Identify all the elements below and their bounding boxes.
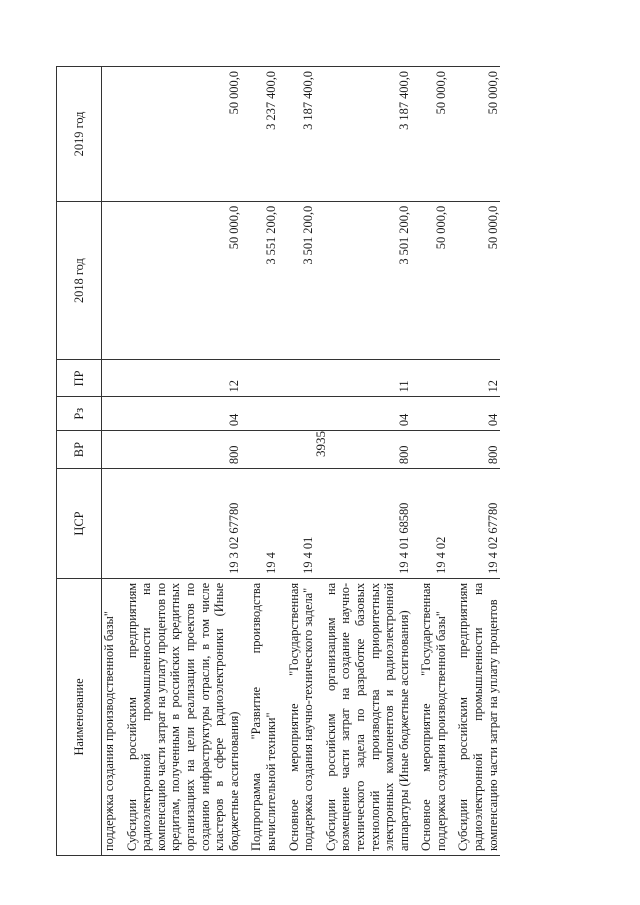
cell-2019: 3 187 400,0 (287, 67, 316, 202)
cell-rz: 04 (456, 397, 500, 431)
header-name: Наименование (57, 578, 102, 855)
cell-pr (249, 360, 278, 397)
table-header (57, 67, 102, 856)
header-rz: Рз (57, 397, 102, 431)
cell-2018: 3 501 200,0 (287, 201, 316, 360)
cell-vr (102, 431, 117, 469)
table-body (102, 67, 501, 856)
cell-csr: 19 4 01 68580 (324, 469, 412, 579)
budget-table (56, 66, 500, 856)
cell-name: Субсидии российским предприятиям радиоэлектронной промышленности на компенсацию части затрат на уплату процентов (456, 578, 500, 855)
header-2019: 2019 год (57, 67, 102, 202)
cell-pr: 11 (324, 360, 412, 397)
cell-2018: 3 551 200,0 (249, 201, 278, 360)
cell-2018: 50 000,0 (456, 201, 500, 360)
cell-pr: 12 (125, 360, 242, 397)
cell-pr: 12 (456, 360, 500, 397)
table-row (287, 67, 316, 856)
cell-2019: 50 000,0 (125, 67, 242, 202)
cell-pr (419, 360, 448, 397)
cell-2018 (102, 201, 117, 360)
cell-rz (249, 397, 278, 431)
page-number: 3935 (313, 431, 328, 457)
cell-vr (249, 431, 278, 469)
cell-vr: 800 (125, 431, 242, 469)
cell-rz: 04 (125, 397, 242, 431)
cell-2019: 50 000,0 (456, 67, 500, 202)
cell-csr: 19 4 02 (419, 469, 448, 579)
table-row (125, 67, 242, 856)
cell-2018: 3 501 200,0 (324, 201, 412, 360)
cell-vr (287, 431, 316, 469)
cell-name: Подпрограмма "Развитие производства вычислительной техники" (249, 578, 278, 855)
table-row (249, 67, 278, 856)
cell-rz (102, 397, 117, 431)
cell-name: поддержка создания производственной базы" (102, 578, 117, 855)
cell-2019: 3 187 400,0 (324, 67, 412, 202)
cell-name: Субсидии российским предприятиям радиоэлектронной промышленности на компенсацию части затрат на уплату процентов по кредитам, полученным в российских кредитных организациях на цели реализации проектов по созданию инфраструктуры отрасли, в том числе кластеров в сфере радиоэлектроники (Иные бюджетные ассигнования) (125, 578, 242, 855)
cell-2019: 3 237 400,0 (249, 67, 278, 202)
cell-name: Субсидии российским организациям на возмещение части затрат на создание научно-технического задела по разработке базовых технологий производства приоритетных электронных компонентов и радиоэлектронной аппаратуры (Иные бюджетные ассигнования) (324, 578, 412, 855)
cell-csr (102, 469, 117, 579)
cell-csr: 19 4 01 (287, 469, 316, 579)
cell-name: Основное мероприятие "Государственная поддержка создания производственной базы" (419, 578, 448, 855)
table-row (456, 67, 500, 856)
table-row (102, 67, 117, 856)
budget-table-sheet (56, 66, 596, 856)
cell-pr (287, 360, 316, 397)
cell-2019: 50 000,0 (419, 67, 448, 202)
cell-2019 (102, 67, 117, 202)
cell-rz (287, 397, 316, 431)
cell-rz: 04 (324, 397, 412, 431)
header-csr: ЦСР (57, 469, 102, 579)
table-row (419, 67, 448, 856)
cell-pr (102, 360, 117, 397)
cell-vr: 800 (324, 431, 412, 469)
cell-csr: 19 4 (249, 469, 278, 579)
header-2018: 2018 год (57, 201, 102, 360)
cell-2018: 50 000,0 (125, 201, 242, 360)
cell-rz (419, 397, 448, 431)
cell-csr: 19 4 02 67780 (456, 469, 500, 579)
cell-name: Основное мероприятие "Государственная поддержка создания научно-технического задела" (287, 578, 316, 855)
header-pr: ПР (57, 360, 102, 397)
cell-vr: 800 (456, 431, 500, 469)
header-vr: ВР (57, 431, 102, 469)
cell-vr (419, 431, 448, 469)
cell-2018: 50 000,0 (419, 201, 448, 360)
table-row (324, 67, 412, 856)
cell-csr: 19 3 02 67780 (125, 469, 242, 579)
